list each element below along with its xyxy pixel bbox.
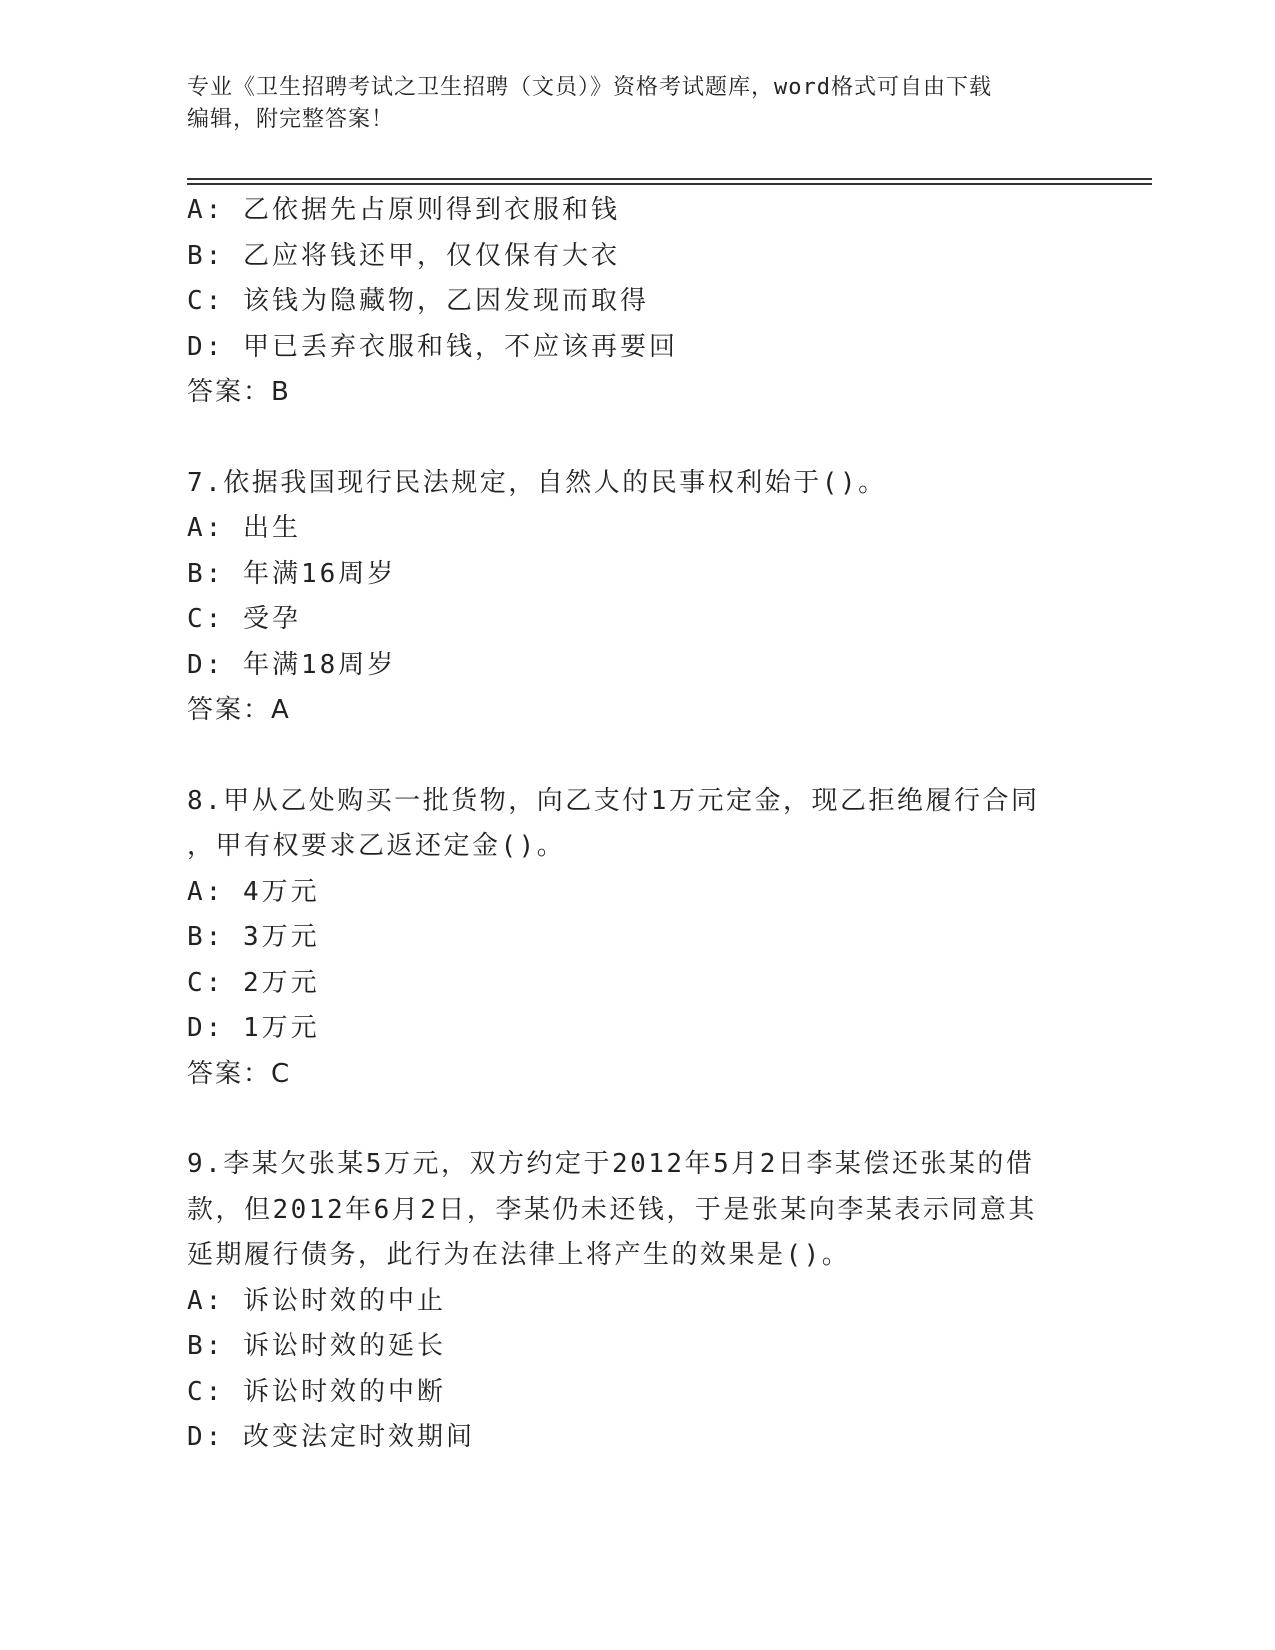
option-d: D: 年满18周岁 [187,649,397,680]
answer-label: 答案：B [187,377,291,407]
option-b: B: 年满16周岁 [187,558,397,589]
answer-label: 答案：C [187,1058,292,1089]
option-d: D: 改变法定时效期间 [187,1422,475,1452]
option-b: B: 诉讼时效的延长 [187,1331,446,1361]
question-7 [187,461,1087,734]
header-divider-bottom [187,183,1152,185]
question-9 [187,1142,1087,1461]
option-c: C: 2万元 [187,967,320,998]
question-6 [187,188,1087,416]
answer-label: 答案：A [187,695,291,725]
spacer [187,416,1087,461]
option-c: C: 受孕 [187,604,301,634]
option-c: C: 诉讼时效的中断 [187,1376,446,1407]
option-d: D: 甲已丢弃衣服和钱，不应该再要回 [187,331,678,362]
spacer [187,1097,1087,1142]
option-a: A: 4万元 [187,876,320,907]
question-text: 9.李某欠张某5万元，双方约定于2012年5月2日李某偿还张某的借 [187,1149,1035,1179]
option-a: A: 乙依据先占原则得到衣服和钱 [187,195,620,225]
option-b: B: 3万元 [187,922,320,952]
option-b: B: 乙应将钱还甲，仅仅保有大衣 [187,240,620,271]
question-text: 7.依据我国现行民法规定，自然人的民事权利始于()。 [187,467,887,498]
option-a: A: 出生 [187,513,301,543]
question-list [187,188,1087,1461]
header-divider-top [187,178,1152,180]
question-8 [187,779,1087,1098]
spacer [187,734,1087,779]
question-text: 8.甲从乙处购买一批货物，向乙支付1万元定金，现乙拒绝履行合同 [187,785,1040,816]
document-header [187,72,1087,136]
question-text: 款，但2012年6月2日，李某仍未还钱，于是张某向李某表示同意其 [187,1194,1037,1225]
option-a: A: 诉讼时效的中止 [187,1285,446,1316]
option-d: D: 1万元 [187,1013,320,1043]
question-text: ，甲有权要求乙返还定金()。 [187,831,566,861]
header-line-2: 编辑，附完整答案！ [187,107,395,132]
header-line-1: 专业《卫生招聘考试之卫生招聘（文员）》资格考试题库，word格式可自由下载 [187,75,992,100]
question-text: 延期履行债务，此行为在法律上将产生的效果是()。 [187,1240,851,1270]
option-c: C: 该钱为隐藏物，乙因发现而取得 [187,286,649,316]
